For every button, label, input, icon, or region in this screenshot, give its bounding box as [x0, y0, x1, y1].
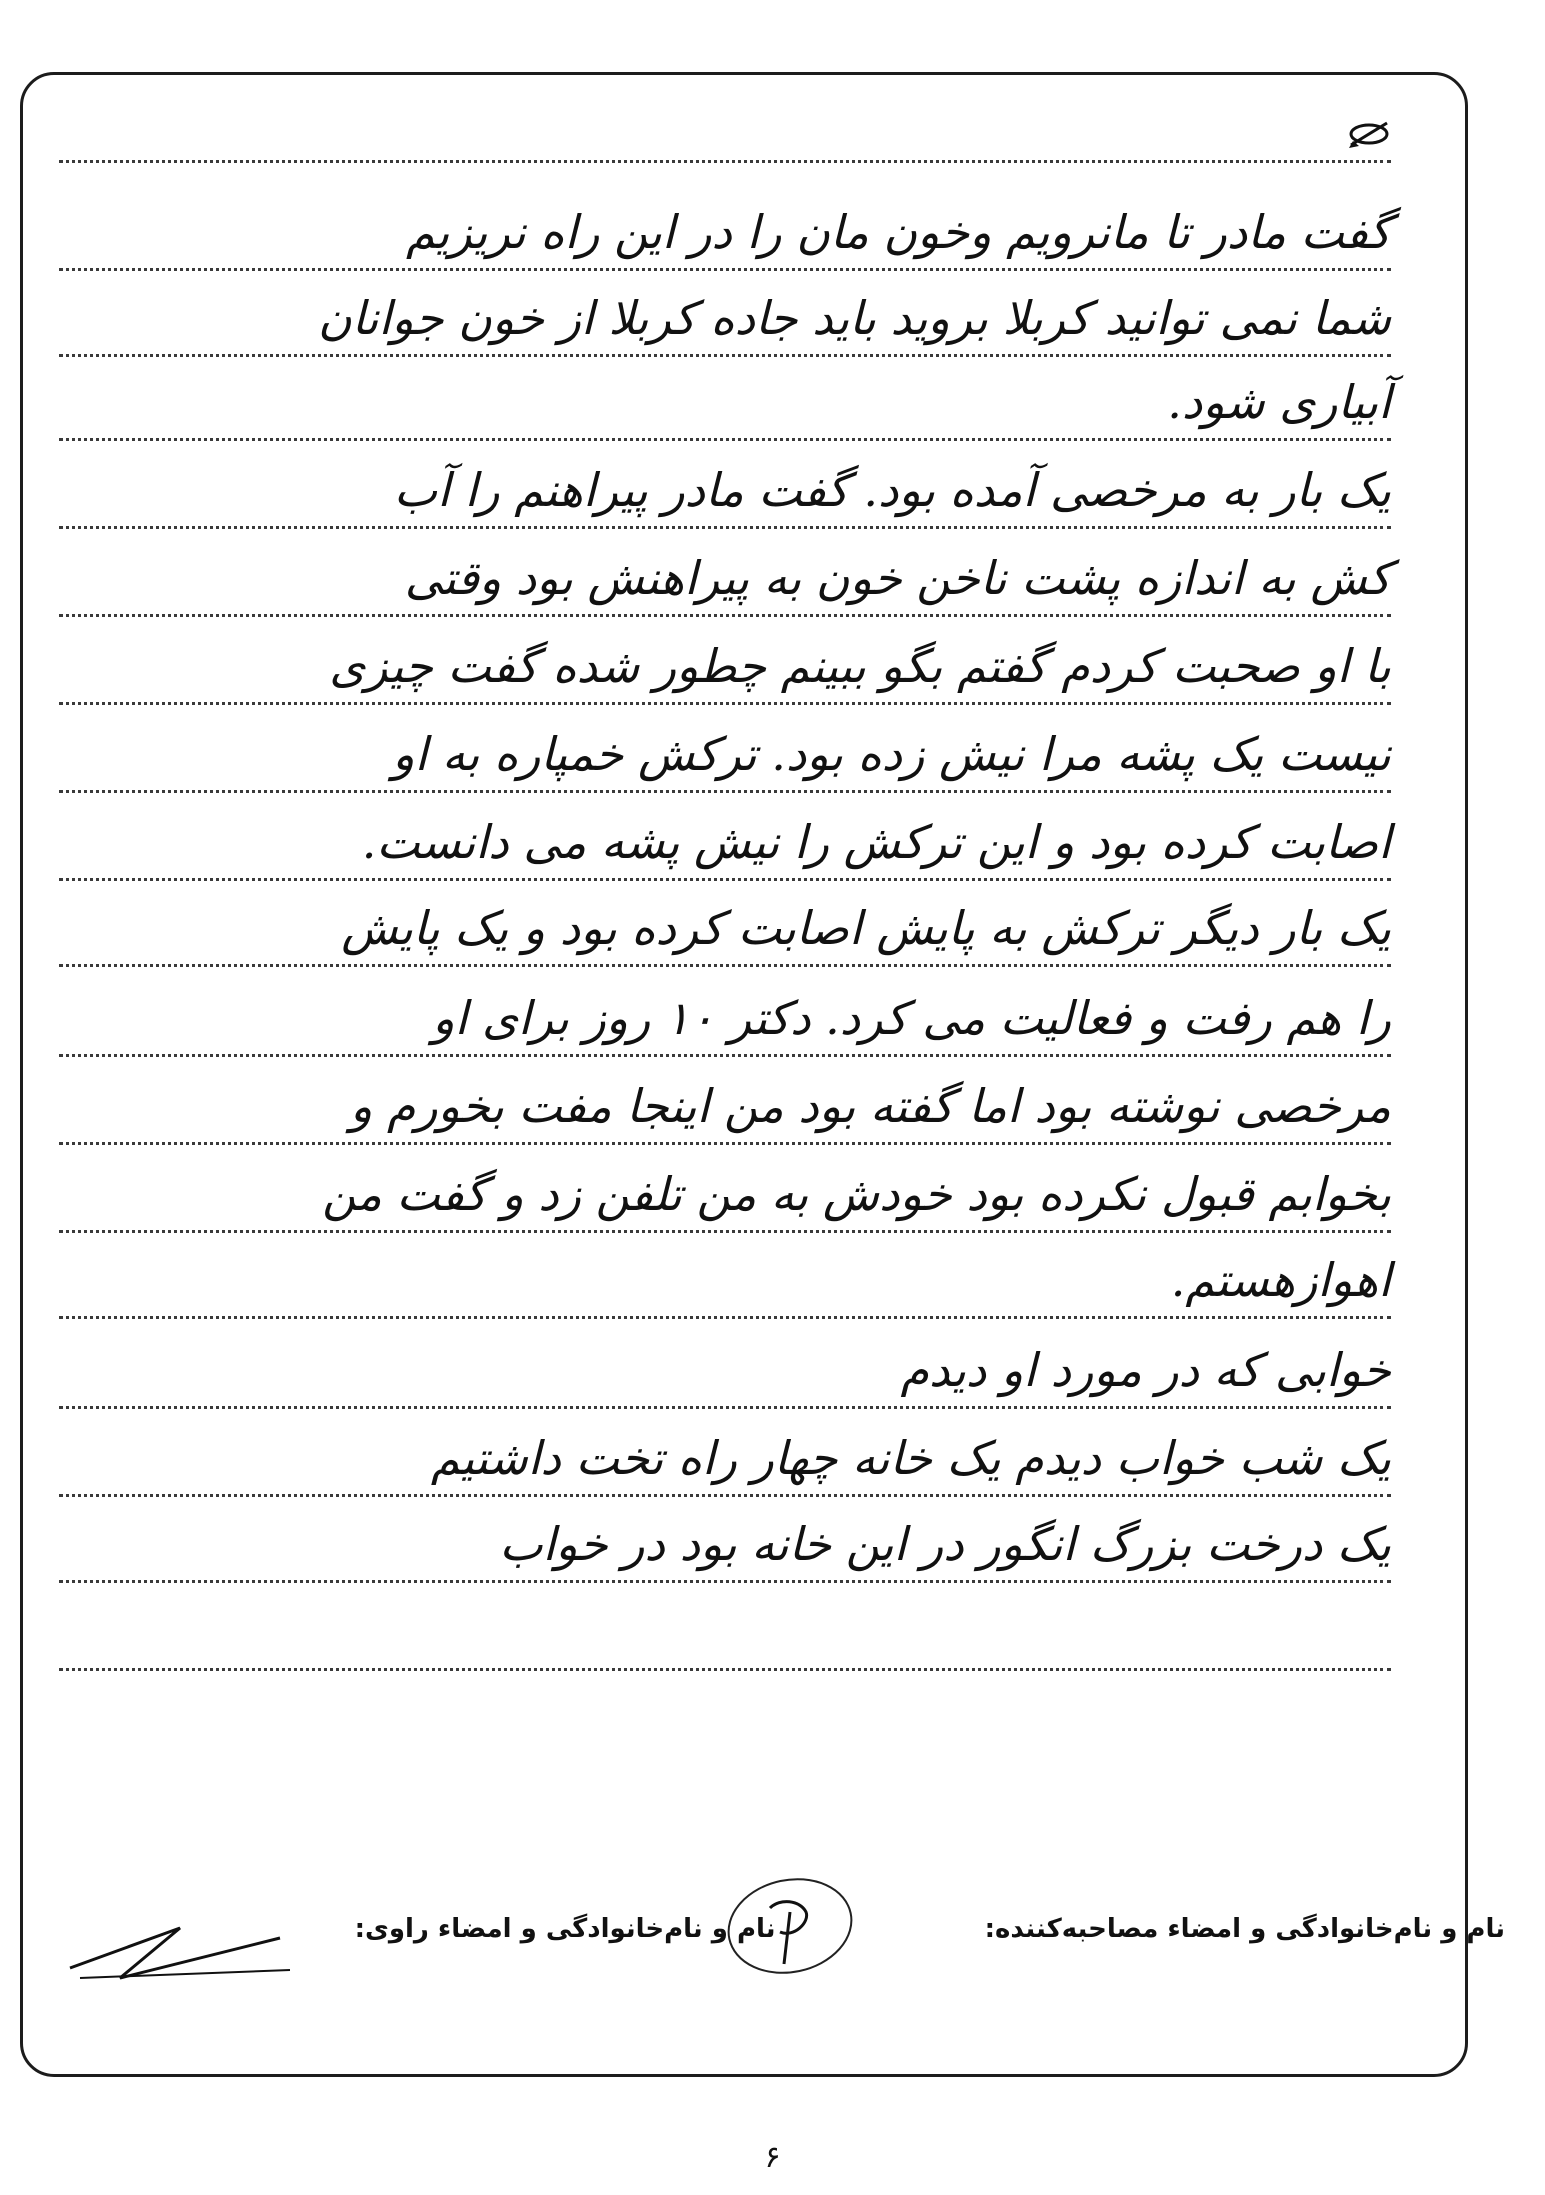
- ruled-line: [59, 1587, 1391, 1671]
- ruled-line: [59, 445, 1391, 529]
- handwritten-line: یک درخت بزرگ انگور در این خانه بود در خواب: [499, 1517, 1391, 1571]
- ruled-line: [59, 973, 1391, 1057]
- handwritten-line: شما نمی توانید کربلا بروید باید جاده کربلا از خون جوانان: [317, 291, 1391, 345]
- handwritten-line: یک بار به مرخصی آمده بود. گفت مادر پیراهنم را آب: [393, 463, 1391, 517]
- ruled-line: [59, 187, 1391, 271]
- ruled-line: [59, 1499, 1391, 1583]
- handwritten-line: نیست یک پشه مرا نیش زده بود. ترکش خمپاره به او: [392, 727, 1391, 781]
- ruled-line: [59, 1325, 1391, 1409]
- handwritten-line: خوابی که در مورد او دیدم: [900, 1343, 1391, 1397]
- ruled-line: [59, 709, 1391, 793]
- handwritten-line: بخوابم قبول نکرده بود خودش به من تلفن زد و گفت من: [322, 1167, 1391, 1221]
- handwritten-line: یک بار دیگر ترکش به پایش اصابت کرده بود و یک پایش: [341, 901, 1391, 955]
- handwritten-line: با او صحبت کردم گفتم بگو ببینم چطور شده گفت چیزی: [329, 639, 1391, 693]
- ruled-line: [59, 883, 1391, 967]
- interviewer-label: نام و نام‌خانوادگی و امضاء مصاحبه‌کننده:: [984, 1914, 1505, 1944]
- handwritten-line: اهوازهستم.: [1170, 1253, 1391, 1307]
- ruled-line: [59, 357, 1391, 441]
- ruled-line: [59, 1413, 1391, 1497]
- ruled-line: [59, 273, 1391, 357]
- footer-labels: [355, 1914, 1505, 1944]
- page-frame: [20, 72, 1468, 2077]
- narrator-signature: [60, 1908, 300, 1988]
- ruled-line: [59, 797, 1391, 881]
- narrator-label: نام و نام‌خانوادگی و امضاء راوی:: [354, 1914, 776, 1944]
- handwritten-line: مرخصی نوشته بود اما گفته بود من اینجا مفت بخورم و: [350, 1079, 1391, 1133]
- page-number: ۶: [764, 2140, 781, 2175]
- ruled-line: [59, 1235, 1391, 1319]
- ruled-line: [59, 1149, 1391, 1233]
- ruled-line: [59, 79, 1391, 163]
- ruled-line: [59, 533, 1391, 617]
- handwritten-line: گفت مادر تا مانرویم وخون مان را در این راه نریزیم: [405, 205, 1391, 259]
- handwritten-line: یک شب خواب دیدم یک خانه چهار راه تخت داشتیم: [430, 1431, 1391, 1485]
- handwritten-line: آبیاری شود.: [1167, 375, 1391, 429]
- ruled-line: [59, 1061, 1391, 1145]
- handwritten-line: کش به اندازه پشت ناخن خون به پیراهنش بود وقتی: [404, 551, 1391, 605]
- handwritten-line: را هم رفت و فعالیت می کرد. دکتر ۱۰ روز برای او: [432, 991, 1391, 1045]
- handwritten-line: اصابت کرده بود و این ترکش را نیش پشه می دانست.: [361, 815, 1391, 869]
- ruled-line: [59, 621, 1391, 705]
- signature-footer: [30, 1868, 1515, 1958]
